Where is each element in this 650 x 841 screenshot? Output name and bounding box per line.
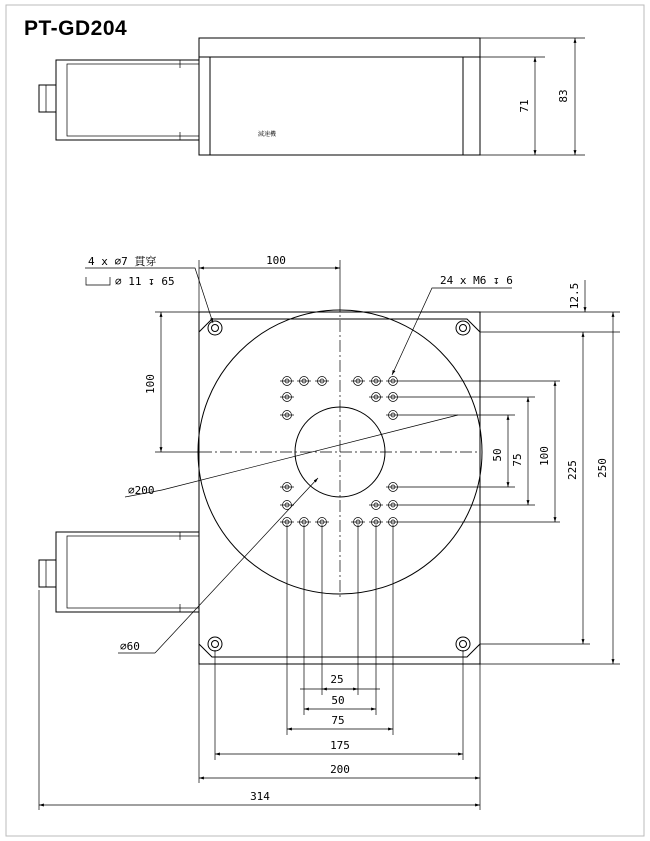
dim-h-225: 225 [566,460,579,480]
dim-w-314: 314 [250,790,270,803]
dim-left-100: 100 [144,374,157,394]
callout-diameter-200: ∅200 [128,484,155,497]
callout-counterbore: ∅ 11 ↧ 65 [115,275,175,288]
dim-w-200: 200 [330,763,350,776]
dim-h-75: 75 [511,453,524,467]
dim-w-50: 50 [331,694,345,707]
dim-h-50: 50 [491,448,504,462]
side-body [199,38,480,155]
dim-83: 83 [557,89,570,103]
side-view [39,38,585,155]
dim-71: 71 [518,99,531,113]
dim-top-100: 100 [266,254,286,267]
page-title: PT-GD204 [24,17,128,40]
dim-h-100: 100 [538,446,551,466]
side-motor-knob [39,85,56,112]
base-body [199,312,480,664]
callout-tapped-holes: 24 x M6 ↧ 6 [440,274,513,287]
dim-w-25: 25 [330,673,344,686]
side-label: 減速機 [258,131,277,138]
mount-holes [208,321,470,651]
side-motor [39,60,199,140]
dim-w-175: 175 [330,739,350,752]
callout-diameter-60: ∅60 [120,640,140,653]
dim-w-75: 75 [331,714,345,727]
top-plate [199,319,480,657]
dim-12-5: 12.5 [568,282,581,310]
page-border [6,5,644,836]
callout-mount-holes: 4 x ∅7 貫穿 [88,255,157,268]
top-view [39,254,620,810]
top-motor [39,532,199,612]
dim-h-250: 250 [596,458,609,478]
